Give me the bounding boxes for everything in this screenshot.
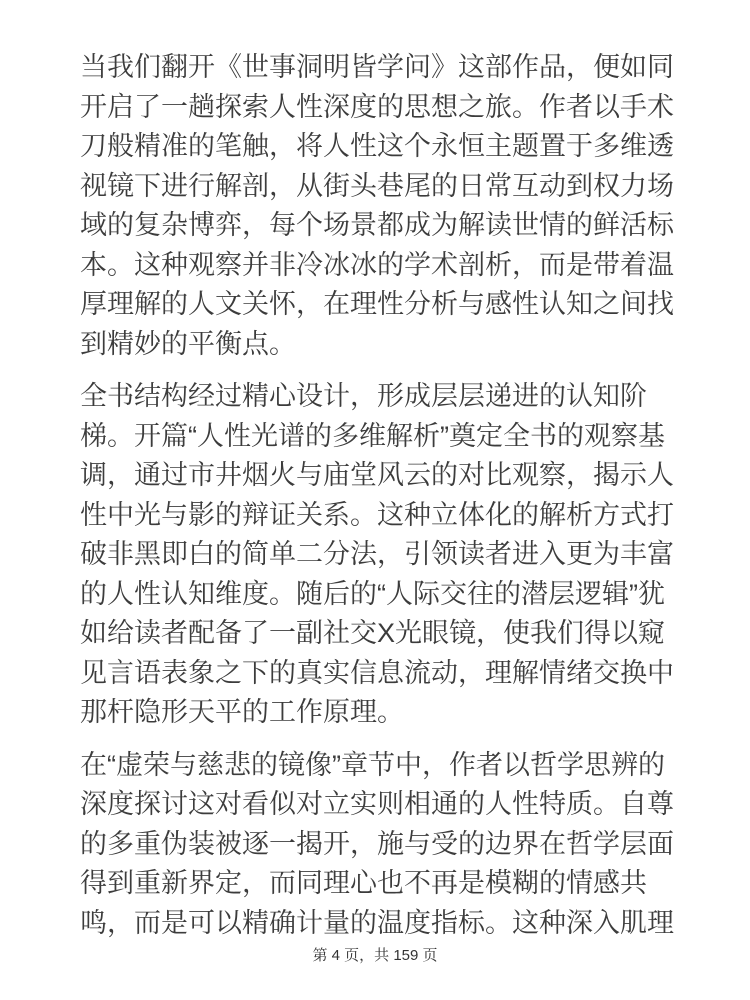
page-number-footer: 第 4 页，共 159 页	[312, 947, 438, 964]
paragraph-1: 当我们翻开《世事洞明皆学问》这部作品，便如同开启了一趟探索人性深度的思想之旅。作者以手术刀般精准的笔触，将人性这个永恒主题置于多维透视镜下进行解剖，从街头巷尾的日常互动到权力场域的复杂博弈，每个场景都成为解读世情的鲜活标本。这种观察并非冷冰冰的学术剖析，而是带着温厚理解的人文关怀，在理性分析与感性认知之间找到精妙的平衡点。	[80, 52, 674, 359]
paragraph-3: 在“虚荣与慈悲的镜像”章节中，作者以哲学思辨的深度探讨这对看似对立实则相通的人性特质。自尊的多重伪装被逐一揭开，施与受的边界在哲学层面得到重新界定，而同理心也不再是模糊的情感共鸣，而是可以精确计量的温度指标。这种深入肌理	[80, 749, 674, 938]
paragraph-2: 全书结构经过精心设计，形成层层递进的认知阶梯。开篇“人性光谱的多维解析”奠定全书的观察基调，通过市井烟火与庙堂风云的对比观察，揭示人性中光与影的辩证关系。这种立体化的解析方式打破非黑即白的简单二分法，引领读者进入更为丰富的人性认知维度。随后的“人际交往的潜层逻辑”犹如给读者配备了一副社交X光眼镜，使我们得以窥见言语表象之下的真实信息流动，理解情绪交换中那杆隐形天平的工作原理。	[80, 381, 674, 727]
document-content	[80, 48, 676, 943]
